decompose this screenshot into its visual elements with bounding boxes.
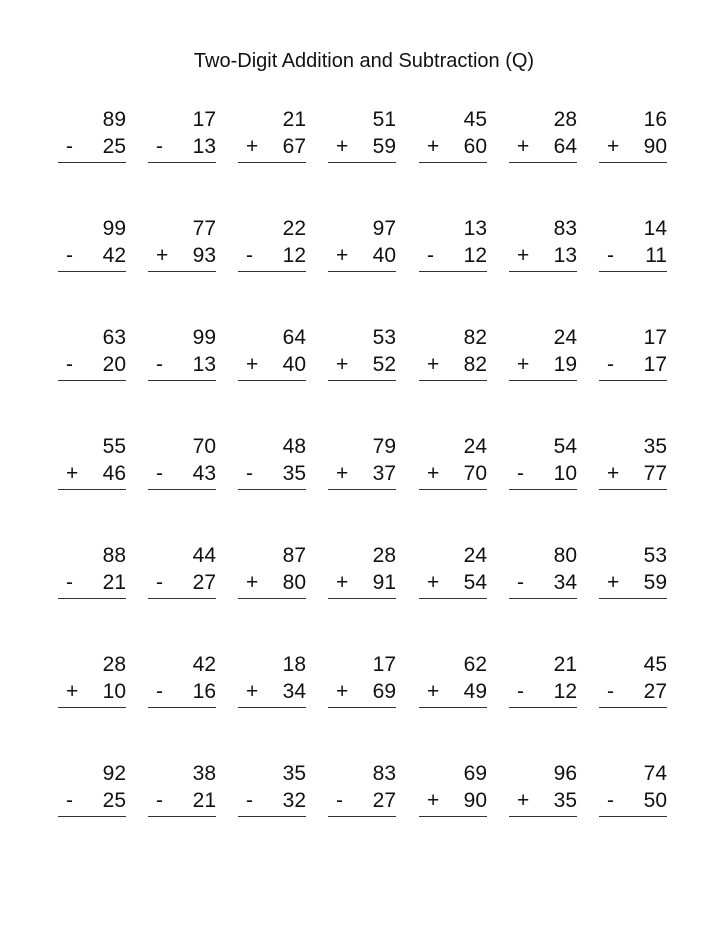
problem-bottom-number: 12: [553, 680, 577, 703]
problem-operator: +: [607, 462, 620, 485]
answer-line: [58, 162, 126, 163]
problem-bottom-number: 17: [643, 353, 667, 376]
problem-top-number: 74: [643, 762, 667, 785]
problem: [419, 544, 487, 598]
problem-top-number: 82: [463, 326, 487, 349]
problem-bottom-number: 35: [282, 462, 306, 485]
problem-top-number: 54: [553, 435, 577, 458]
problem-bottom-number: 59: [643, 571, 667, 594]
problem-operator: -: [156, 680, 163, 703]
problem-bottom-number: 40: [282, 353, 306, 376]
problem-bottom-number: 49: [463, 680, 487, 703]
problem: [328, 217, 396, 271]
problem-bottom-number: 34: [282, 680, 306, 703]
problem-top-number: 79: [372, 435, 396, 458]
problem-operator: +: [517, 244, 530, 267]
problem: [238, 217, 306, 271]
problem-operator: -: [66, 244, 73, 267]
problem: [148, 653, 216, 707]
problem-bottom-number: 60: [463, 135, 487, 158]
problem-top-number: 97: [372, 217, 396, 240]
answer-line: [328, 162, 396, 163]
problem-bottom-number: 50: [643, 789, 667, 812]
problem: [238, 544, 306, 598]
problem-bottom-number: 52: [372, 353, 396, 376]
problem: [328, 326, 396, 380]
answer-line: [238, 162, 306, 163]
problem-operator: +: [246, 571, 259, 594]
problem-operator: -: [66, 353, 73, 376]
answer-line: [599, 271, 667, 272]
problem-operator: +: [517, 135, 530, 158]
answer-line: [509, 162, 577, 163]
problem: [509, 217, 577, 271]
problem-bottom-number: 13: [553, 244, 577, 267]
problem-top-number: 99: [102, 217, 126, 240]
problem: [328, 108, 396, 162]
problem: [238, 326, 306, 380]
problem-operator: -: [66, 571, 73, 594]
problem-bottom-number: 35: [553, 789, 577, 812]
problem-top-number: 21: [282, 108, 306, 131]
answer-line: [238, 271, 306, 272]
problem-top-number: 21: [553, 653, 577, 676]
problem-operator: -: [517, 462, 524, 485]
problem-operator: -: [607, 244, 614, 267]
problem-top-number: 17: [372, 653, 396, 676]
problem-operator: +: [336, 462, 349, 485]
problem-operator: -: [517, 680, 524, 703]
problem: [509, 326, 577, 380]
problem: [58, 653, 126, 707]
problem-top-number: 77: [192, 217, 216, 240]
problem-bottom-number: 40: [372, 244, 396, 267]
problem-operator: +: [336, 244, 349, 267]
problem-operator: -: [156, 789, 163, 812]
problem-operator: -: [156, 571, 163, 594]
problem: [599, 326, 667, 380]
problem-top-number: 87: [282, 544, 306, 567]
problem-bottom-number: 77: [643, 462, 667, 485]
problem-top-number: 42: [192, 653, 216, 676]
problem-top-number: 96: [553, 762, 577, 785]
problem-top-number: 28: [102, 653, 126, 676]
answer-line: [509, 489, 577, 490]
problem-bottom-number: 46: [102, 462, 126, 485]
problem-top-number: 22: [282, 217, 306, 240]
problem-bottom-number: 13: [192, 135, 216, 158]
problem-top-number: 35: [282, 762, 306, 785]
problem: [328, 762, 396, 816]
problem-top-number: 89: [102, 108, 126, 131]
problem-bottom-number: 91: [372, 571, 396, 594]
problem-operator: +: [336, 680, 349, 703]
problem-top-number: 70: [192, 435, 216, 458]
problem-top-number: 64: [282, 326, 306, 349]
answer-line: [148, 380, 216, 381]
problem-operator: -: [66, 789, 73, 812]
problem-operator: +: [246, 135, 259, 158]
problem-bottom-number: 19: [553, 353, 577, 376]
answer-line: [238, 380, 306, 381]
problem-top-number: 62: [463, 653, 487, 676]
problem-operator: -: [246, 244, 253, 267]
answer-line: [509, 707, 577, 708]
problem: [58, 326, 126, 380]
problem-top-number: 53: [372, 326, 396, 349]
problem: [148, 108, 216, 162]
problem-operator: +: [427, 135, 440, 158]
problem-operator: +: [246, 353, 259, 376]
problem: [148, 326, 216, 380]
problem-bottom-number: 10: [102, 680, 126, 703]
problem: [599, 217, 667, 271]
answer-line: [148, 271, 216, 272]
problem-bottom-number: 34: [553, 571, 577, 594]
problem: [58, 217, 126, 271]
problem-bottom-number: 16: [192, 680, 216, 703]
problem-bottom-number: 13: [192, 353, 216, 376]
answer-line: [419, 162, 487, 163]
problem-top-number: 83: [372, 762, 396, 785]
problem-operator: -: [66, 135, 73, 158]
problem-operator: -: [156, 135, 163, 158]
problem-bottom-number: 80: [282, 571, 306, 594]
answer-line: [509, 380, 577, 381]
problem-bottom-number: 37: [372, 462, 396, 485]
answer-line: [148, 816, 216, 817]
problem-top-number: 51: [372, 108, 396, 131]
problem-bottom-number: 12: [282, 244, 306, 267]
answer-line: [509, 598, 577, 599]
answer-line: [58, 816, 126, 817]
problem: [238, 435, 306, 489]
answer-line: [328, 816, 396, 817]
problem-top-number: 88: [102, 544, 126, 567]
answer-line: [58, 271, 126, 272]
problem-operator: +: [66, 680, 79, 703]
problem: [509, 762, 577, 816]
worksheet-title: Two-Digit Addition and Subtraction (Q): [193, 50, 535, 72]
problem: [238, 762, 306, 816]
problem-bottom-number: 64: [553, 135, 577, 158]
answer-line: [328, 707, 396, 708]
problem-top-number: 24: [463, 544, 487, 567]
problem-operator: -: [517, 571, 524, 594]
problem: [509, 653, 577, 707]
answer-line: [599, 707, 667, 708]
problem-bottom-number: 27: [643, 680, 667, 703]
problem-operator: +: [336, 135, 349, 158]
problem-operator: -: [607, 353, 614, 376]
problem-bottom-number: 27: [372, 789, 396, 812]
problem-operator: +: [607, 571, 620, 594]
problem-operator: +: [427, 353, 440, 376]
answer-line: [328, 380, 396, 381]
problem: [599, 435, 667, 489]
problem-operator: +: [427, 462, 440, 485]
problem-top-number: 55: [102, 435, 126, 458]
problem-top-number: 24: [553, 326, 577, 349]
problem-bottom-number: 43: [192, 462, 216, 485]
problem-top-number: 18: [282, 653, 306, 676]
answer-line: [148, 489, 216, 490]
problem-top-number: 13: [463, 217, 487, 240]
answer-line: [148, 598, 216, 599]
answer-line: [509, 816, 577, 817]
problem-top-number: 99: [192, 326, 216, 349]
problem-top-number: 92: [102, 762, 126, 785]
problem-top-number: 63: [102, 326, 126, 349]
problem: [148, 544, 216, 598]
problem: [58, 762, 126, 816]
problem: [419, 217, 487, 271]
problem-bottom-number: 12: [463, 244, 487, 267]
problem-bottom-number: 21: [102, 571, 126, 594]
problem: [599, 653, 667, 707]
problem: [509, 108, 577, 162]
problem-top-number: 17: [643, 326, 667, 349]
problem-bottom-number: 25: [102, 789, 126, 812]
answer-line: [238, 489, 306, 490]
answer-line: [328, 489, 396, 490]
problem-bottom-number: 32: [282, 789, 306, 812]
problem: [509, 435, 577, 489]
problem-operator: -: [156, 353, 163, 376]
answer-line: [58, 489, 126, 490]
problem: [509, 544, 577, 598]
problem-operator: +: [517, 789, 530, 812]
problem: [58, 435, 126, 489]
answer-line: [238, 598, 306, 599]
problem-operator: +: [427, 789, 440, 812]
problem-bottom-number: 10: [553, 462, 577, 485]
problem-bottom-number: 25: [102, 135, 126, 158]
problem-top-number: 14: [643, 217, 667, 240]
problem: [419, 108, 487, 162]
problem-bottom-number: 93: [192, 244, 216, 267]
problem-top-number: 45: [463, 108, 487, 131]
answer-line: [58, 598, 126, 599]
problem-operator: -: [336, 789, 343, 812]
answer-line: [328, 271, 396, 272]
problem-top-number: 69: [463, 762, 487, 785]
problem-bottom-number: 42: [102, 244, 126, 267]
problem-top-number: 28: [553, 108, 577, 131]
problem: [148, 217, 216, 271]
problem: [148, 762, 216, 816]
answer-line: [599, 380, 667, 381]
answer-line: [58, 380, 126, 381]
problem: [148, 435, 216, 489]
answer-line: [238, 707, 306, 708]
problem-top-number: 35: [643, 435, 667, 458]
problem-bottom-number: 27: [192, 571, 216, 594]
answer-line: [328, 598, 396, 599]
answer-line: [419, 598, 487, 599]
problem-operator: -: [246, 462, 253, 485]
problem-operator: +: [246, 680, 259, 703]
answer-line: [58, 707, 126, 708]
answer-line: [419, 707, 487, 708]
problem: [599, 108, 667, 162]
answer-line: [599, 489, 667, 490]
problem-operator: -: [427, 244, 434, 267]
problem-top-number: 53: [643, 544, 667, 567]
problem: [599, 762, 667, 816]
problem-top-number: 83: [553, 217, 577, 240]
answer-line: [148, 162, 216, 163]
answer-line: [238, 816, 306, 817]
problem-top-number: 38: [192, 762, 216, 785]
problem: [599, 544, 667, 598]
problem-top-number: 48: [282, 435, 306, 458]
problem-top-number: 44: [192, 544, 216, 567]
problem-bottom-number: 11: [645, 244, 667, 267]
problem-operator: +: [607, 135, 620, 158]
answer-line: [599, 816, 667, 817]
problem: [328, 544, 396, 598]
problem-bottom-number: 54: [463, 571, 487, 594]
problem: [419, 653, 487, 707]
problem-bottom-number: 90: [643, 135, 667, 158]
problem-operator: +: [336, 353, 349, 376]
problem-top-number: 16: [643, 108, 667, 131]
problem-top-number: 80: [553, 544, 577, 567]
problem: [238, 108, 306, 162]
answer-line: [599, 598, 667, 599]
answer-line: [419, 816, 487, 817]
problem-bottom-number: 70: [463, 462, 487, 485]
problem: [419, 435, 487, 489]
problem-top-number: 24: [463, 435, 487, 458]
problem-bottom-number: 82: [463, 353, 487, 376]
problem-operator: +: [66, 462, 79, 485]
answer-line: [419, 489, 487, 490]
problem-operator: -: [156, 462, 163, 485]
problem-operator: -: [607, 789, 614, 812]
problem-operator: -: [246, 789, 253, 812]
problem: [58, 108, 126, 162]
problem: [328, 653, 396, 707]
problem-bottom-number: 59: [372, 135, 396, 158]
problem-bottom-number: 20: [102, 353, 126, 376]
problem-top-number: 45: [643, 653, 667, 676]
problem-operator: +: [336, 571, 349, 594]
problem-operator: +: [156, 244, 169, 267]
problem-bottom-number: 67: [282, 135, 306, 158]
answer-line: [419, 271, 487, 272]
problem-operator: +: [517, 353, 530, 376]
problem-top-number: 17: [192, 108, 216, 131]
answer-line: [419, 380, 487, 381]
problem: [419, 326, 487, 380]
problem-bottom-number: 69: [372, 680, 396, 703]
problem-top-number: 28: [372, 544, 396, 567]
problem: [58, 544, 126, 598]
problem: [328, 435, 396, 489]
problem-bottom-number: 21: [192, 789, 216, 812]
problem-bottom-number: 90: [463, 789, 487, 812]
answer-line: [509, 271, 577, 272]
problem: [238, 653, 306, 707]
problem-operator: +: [427, 571, 440, 594]
problem-operator: -: [607, 680, 614, 703]
problem-operator: +: [427, 680, 440, 703]
problem: [419, 762, 487, 816]
answer-line: [599, 162, 667, 163]
answer-line: [148, 707, 216, 708]
